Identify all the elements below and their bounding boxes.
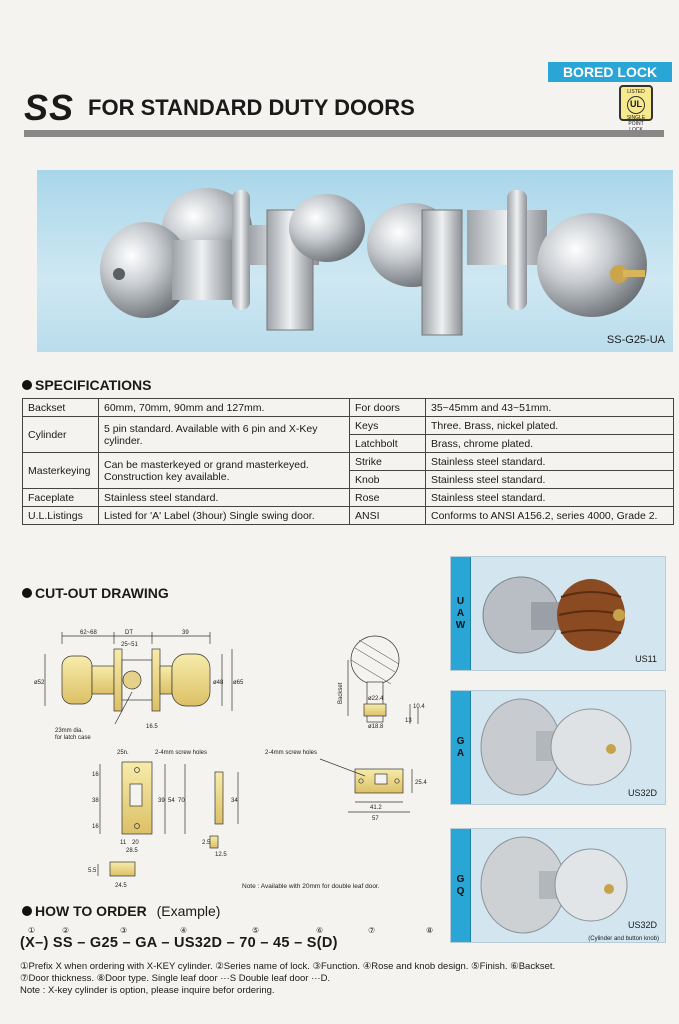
- screw-note: 2-4mm screw holes: [265, 750, 318, 756]
- finish-uaw: [450, 556, 666, 671]
- tab-letter: G: [456, 735, 465, 747]
- title-divider: [24, 130, 664, 137]
- dim-label: 41.2: [370, 805, 382, 811]
- how-to-order-heading: [22, 903, 220, 919]
- dim-label: 13: [405, 718, 412, 724]
- dim-label: ø48: [213, 680, 224, 686]
- product-photo: [37, 170, 673, 352]
- order-note: Note : X-key cylinder is option, please inquire befor ordering.: [20, 985, 275, 996]
- dim-label: 70: [178, 798, 185, 804]
- spec-label: ANSI: [350, 507, 426, 525]
- spec-label: Cylinder: [23, 417, 99, 453]
- dim-label: 16: [92, 772, 99, 778]
- order-number: ⑦: [368, 926, 376, 935]
- spec-label: Latchbolt: [350, 435, 426, 453]
- series-name: SS: [24, 87, 75, 128]
- ul-circle: UL: [627, 96, 645, 114]
- tab-letter: Q: [456, 885, 465, 897]
- dim-label: 34: [231, 798, 238, 804]
- latch-note: 23mm dia.: [55, 728, 84, 734]
- bored-lock-badge: BORED LOCK: [548, 62, 672, 82]
- order-number: ②: [62, 926, 70, 935]
- dim-label: 25.4: [415, 780, 427, 786]
- spec-value: Brass, chrome plated.: [426, 435, 674, 453]
- spec-label: Keys: [350, 417, 426, 435]
- ul-listed-logo: [619, 85, 653, 127]
- tab-letter: U: [456, 595, 465, 607]
- dim-label: 11: [120, 840, 127, 846]
- table-row: [23, 489, 674, 507]
- spec-value: 5 pin standard. Available with 6 pin and X-Key cylinder.: [99, 417, 350, 453]
- finish-label: US11: [635, 654, 657, 664]
- finish-label: US32D: [627, 788, 657, 798]
- dim-label: 5.5: [88, 868, 97, 874]
- dim-label: 10.4: [413, 704, 425, 710]
- spec-label: Backset: [23, 399, 99, 417]
- dim-label: 38: [92, 798, 99, 804]
- spec-value: 60mm, 70mm, 90mm and 127mm.: [99, 399, 350, 417]
- finish-gq: [450, 828, 666, 943]
- lock-illustration: [37, 170, 673, 352]
- dim-label: ø52: [34, 680, 45, 686]
- cutout-drawing: [20, 604, 430, 894]
- tab-letter: G: [456, 873, 465, 885]
- page-title: [24, 88, 415, 128]
- spec-value: Conforms to ANSI A156.2, series 4000, Grade 2.: [426, 507, 674, 525]
- tab-letter: A: [456, 747, 465, 759]
- order-number: ⑤: [252, 926, 260, 935]
- dim-label: ø22.4: [368, 696, 384, 702]
- screw-note: 2-4mm screw holes: [155, 750, 208, 756]
- spec-value: Three. Brass, nickel plated.: [426, 417, 674, 435]
- finish-sublabel: (Cylinder and button knob): [588, 936, 659, 942]
- tab-letter: A: [456, 607, 465, 619]
- dim-label: 39: [158, 798, 165, 804]
- table-row: [23, 453, 674, 471]
- how-to-order-heading-text: HOW TO ORDER: [35, 903, 147, 919]
- technical-drawing: [20, 604, 430, 894]
- dim-label: 25n.: [117, 750, 129, 756]
- cutout-heading: [22, 585, 169, 601]
- cutout-heading-text: CUT-OUT DRAWING: [35, 585, 169, 601]
- spec-value: Stainless steel standard.: [99, 489, 350, 507]
- order-note: ⑦Door thickness. ⑧Door type. Single leaf door ···S Double leaf door ···D.: [20, 973, 331, 984]
- dim-label: 62~68: [80, 630, 97, 636]
- tab-letter: W: [455, 619, 466, 631]
- ul-top-text: LISTED: [627, 89, 645, 95]
- spec-label: U.L.Listings: [23, 507, 99, 525]
- spec-value: Can be masterkeyed or grand masterkeyed. Construction key available.: [99, 453, 350, 489]
- table-row: [23, 399, 674, 417]
- photo-caption: SS-G25-UA: [606, 334, 665, 346]
- order-number: ④: [180, 926, 188, 935]
- specifications-heading: [22, 377, 151, 393]
- dim-label: 16.5: [146, 724, 158, 730]
- dim-label: ø18.8: [368, 724, 384, 730]
- how-to-order-suffix: (Example): [156, 903, 221, 919]
- dim-label: DT: [125, 630, 133, 636]
- dim-label: 25~51: [121, 642, 138, 648]
- order-notes: [20, 961, 670, 997]
- dim-label: 54: [168, 798, 175, 804]
- spec-label: For doors: [350, 399, 426, 417]
- order-number: ⑧: [426, 926, 434, 935]
- spec-label: Strike: [350, 453, 426, 471]
- table-row: [23, 417, 674, 435]
- specifications-heading-text: SPECIFICATIONS: [35, 377, 152, 393]
- bullet-icon: [22, 380, 32, 390]
- dim-label: 20: [132, 840, 139, 846]
- spec-label: Masterkeying: [23, 453, 99, 489]
- dim-label: Backset: [338, 682, 344, 704]
- order-number: ⑥: [316, 926, 324, 935]
- order-code-example: (X–) SS – G25 – GA – US32D – 70 – 45 – S(D): [20, 935, 338, 951]
- finish-label: US32D: [627, 920, 657, 930]
- spec-label: Faceplate: [23, 489, 99, 507]
- order-note: ①Prefix X when ordering with X-KEY cylinder. ②Series name of lock. ③Function. ④Rose and knob design. ⑤Finish. ⑥Backset.: [20, 961, 556, 972]
- dim-label: 28.5: [126, 848, 138, 854]
- bullet-icon: [22, 588, 32, 598]
- spec-value: 35~45mm and 43~51mm.: [426, 399, 674, 417]
- specifications-table: [22, 398, 674, 525]
- dim-label: 39: [182, 630, 189, 636]
- cutout-note: Note : Available with 20mm for double leaf door.: [242, 883, 380, 890]
- finish-ga: [450, 690, 666, 805]
- spec-label: Rose: [350, 489, 426, 507]
- title-text: FOR STANDARD DUTY DOORS: [88, 95, 415, 120]
- order-number: ①: [28, 926, 36, 935]
- bullet-icon: [22, 906, 32, 916]
- spec-label: Knob: [350, 471, 426, 489]
- dim-label: 24.5: [115, 883, 127, 889]
- spec-value: Stainless steel standard.: [426, 453, 674, 471]
- spec-value: Stainless steel standard.: [426, 471, 674, 489]
- dim-label: 57: [372, 816, 379, 822]
- dim-label: 12.5: [215, 852, 227, 858]
- spec-value: Stainless steel standard.: [426, 489, 674, 507]
- ul-bottom-text: SINGLE POINT: [626, 115, 646, 127]
- dim-label: ø65: [233, 680, 244, 686]
- order-number: ③: [120, 926, 128, 935]
- dim-label: 2.5: [202, 840, 211, 846]
- table-row: [23, 507, 674, 525]
- dim-label: 16: [92, 824, 99, 830]
- latch-note: for latch case: [55, 735, 91, 741]
- spec-value: Listed for 'A' Label (3hour) Single swing door.: [99, 507, 350, 525]
